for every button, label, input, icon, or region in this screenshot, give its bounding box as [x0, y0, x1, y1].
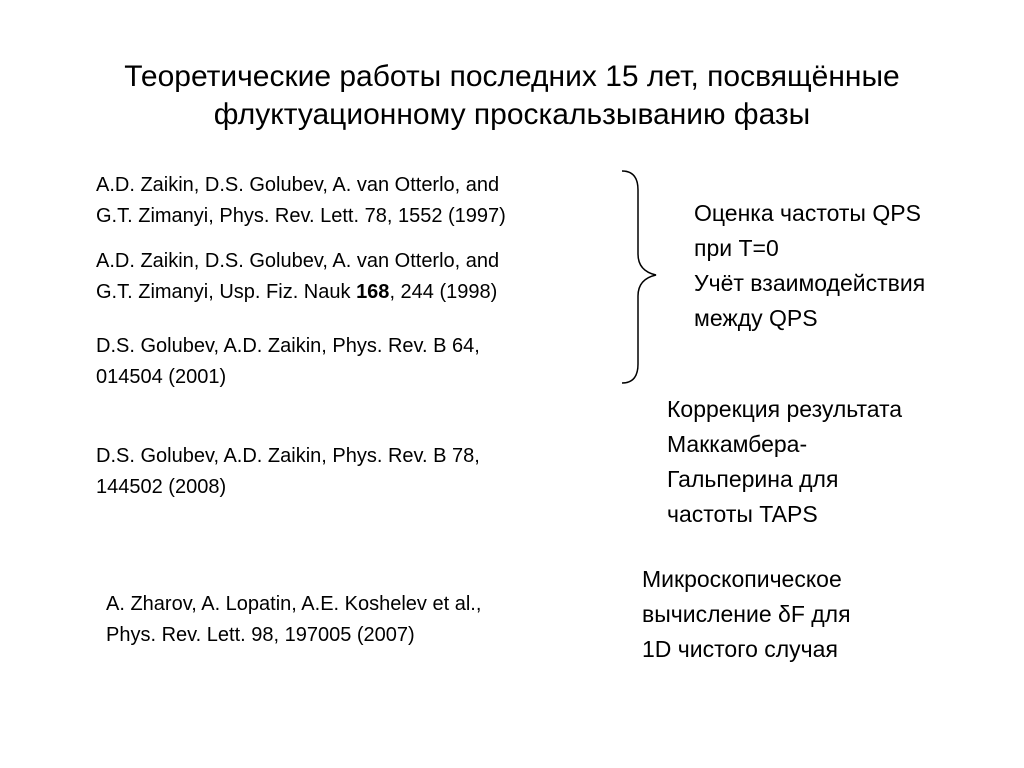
reference-3-line-2: 014504 (2001)	[96, 366, 227, 388]
reference-2-line-2	[96, 277, 499, 308]
reference-4-line-2: 144502 (2008)	[96, 476, 227, 498]
curly-brace	[616, 168, 664, 388]
note-3-line-1: Микроскопическое	[642, 566, 842, 592]
note-1-line-3: Учёт взаимодействия	[694, 270, 926, 296]
note-3-line-2: вычисление δF для	[642, 601, 851, 627]
reference-2-volume-bold: 168	[356, 281, 390, 303]
reference-5-line-1: A. Zharov, A. Lopatin, A.E. Koshelev et al.,	[106, 593, 482, 615]
reference-1	[96, 170, 506, 232]
curly-brace-path	[622, 171, 656, 383]
note-2-line-4: частоты TAPS	[667, 501, 818, 527]
note-2-line-2: Маккамбера-	[667, 431, 808, 457]
note-3-line-3: 1D чистого случая	[642, 636, 838, 662]
title-line-1: Теоретические работы последних 15 лет, посвящённые	[124, 60, 900, 93]
slide-title	[40, 58, 984, 134]
reference-2-line-2-post: , 244 (1998)	[389, 281, 498, 303]
note-microscopic-calculation	[642, 562, 851, 667]
note-2-line-3: Гальперина для	[667, 466, 839, 492]
note-1-line-1: Оценка частоты QPS	[694, 200, 921, 226]
reference-4	[96, 441, 480, 503]
reference-1-line-1: A.D. Zaikin, D.S. Golubev, A. van Otterlo, and	[96, 174, 500, 196]
note-1-line-2: при T=0	[694, 235, 779, 261]
note-1-line-4: между QPS	[694, 305, 818, 331]
note-qps-estimate	[694, 196, 925, 336]
reference-5-line-2: Phys. Rev. Lett. 98, 197005 (2007)	[106, 624, 415, 646]
note-2-line-1: Коррекция результата	[667, 396, 903, 422]
reference-5	[106, 589, 481, 651]
reference-2-line-2-pre: G.T. Zimanyi, Usp. Fiz. Nauk	[96, 281, 357, 303]
reference-4-line-1: D.S. Golubev, A.D. Zaikin, Phys. Rev. B 78,	[96, 445, 480, 467]
reference-2	[96, 246, 499, 308]
note-mccumber-correction	[667, 392, 902, 532]
reference-1-line-2: G.T. Zimanyi, Phys. Rev. Lett. 78, 1552 (1997)	[96, 205, 506, 227]
reference-3	[96, 331, 480, 393]
title-line-2: флуктуационному проскальзыванию фазы	[213, 98, 811, 131]
reference-2-line-1: A.D. Zaikin, D.S. Golubev, A. van Otterlo, and	[96, 250, 500, 272]
reference-3-line-1: D.S. Golubev, A.D. Zaikin, Phys. Rev. B 64,	[96, 335, 480, 357]
